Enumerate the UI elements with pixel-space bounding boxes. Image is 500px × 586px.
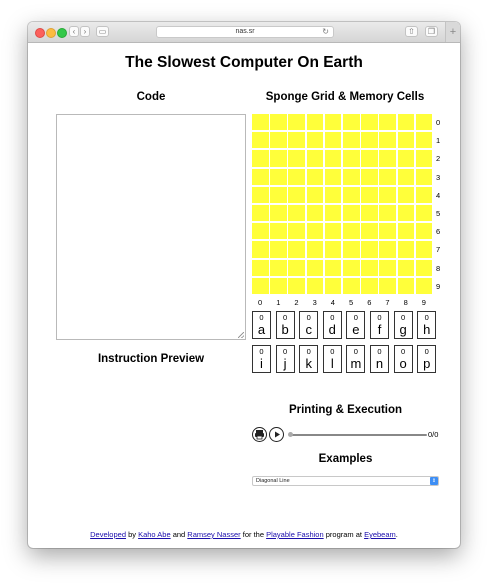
sponge-cell [379,187,396,203]
sponge-cell [379,260,396,276]
sponge-cell [398,114,415,130]
grid-row-label: 0 [436,118,441,127]
memory-cell [417,311,436,339]
memory-cell-letter: l [330,356,334,371]
address-text: nas.sr [235,28,255,35]
sponge-cell [379,114,396,130]
footer-for-the: for the [240,530,267,539]
developed-link[interactable]: Developed [90,530,126,539]
sponge-cell [416,150,433,166]
printer-icon [253,428,266,441]
sponge-cell [343,169,360,185]
sponge-cell [361,241,378,257]
sponge-cell [270,223,287,239]
memory-cell-letter: g [399,322,407,337]
memory-cell-letter: c [305,322,312,337]
sponge-cell [343,241,360,257]
memory-cell [394,311,413,339]
sponge-cell [270,150,287,166]
printing-heading: Printing & Execution [288,404,403,416]
sponge-cell [416,187,433,203]
sponge-cell [325,223,342,239]
grid-col-label: 5 [349,298,354,307]
sponge-cell [307,205,324,221]
sponge-cell [252,169,269,185]
memory-cell-letter: n [375,356,384,371]
sponge-cell [379,132,396,148]
sponge-cell [398,132,415,148]
select-arrows-icon: ⇕ [431,478,437,484]
footer-by: by [125,530,139,539]
sponge-cell [379,223,396,239]
sponge-cell [288,132,305,148]
grid-row-label: 2 [436,154,441,164]
sponge-cell [307,278,324,294]
sponge-cell [288,169,305,185]
sponge-cell [288,187,305,203]
tabs-icon[interactable]: ❐ [425,26,438,37]
resize-grip-icon[interactable] [238,332,244,338]
grid-col-label: 1 [276,298,281,307]
grid-heading: Sponge Grid & Memory Cells [265,91,425,103]
sponge-cell [416,241,433,257]
sponge-cell [325,187,342,203]
memory-cell [370,311,389,339]
memory-cell [323,311,342,339]
memory-cell-letter: i [260,356,263,371]
grid-row-label: 8 [436,263,441,273]
grid-col-label: 6 [367,298,372,307]
sponge-cell [270,278,287,294]
examples-heading: Examples [318,453,373,465]
author2-link[interactable]: Ramsey Nasser [187,530,241,539]
author1-link[interactable]: Kaho Abe [138,530,171,539]
zoom-window-button[interactable] [57,28,67,38]
grid-row-label: 7 [436,245,441,255]
sponge-cell [270,132,287,148]
share-icon[interactable]: ⇧ [405,26,418,37]
sponge-cell [343,187,360,203]
sponge-cell [252,278,269,294]
memory-cell [323,345,342,373]
sponge-cell [252,150,269,166]
grid-col-label: 4 [330,298,335,307]
memory-cell-value: 0 [283,347,288,356]
memory-cell [252,345,271,373]
sponge-cell [379,241,396,257]
sponge-cell [252,114,269,130]
sponge-cell [288,114,305,130]
code-heading: Code [136,91,166,103]
memory-cell [346,311,365,339]
sponge-cell [270,169,287,185]
examples-select[interactable] [252,476,439,486]
memory-cell-value: 0 [424,347,429,356]
sponge-cell [379,169,396,185]
footer-end: . [395,530,398,539]
sponge-cell [252,241,269,257]
memory-cell-value: 0 [259,347,264,356]
sponge-cell [252,187,269,203]
grid-col-label: 2 [294,298,299,307]
sponge-cell [398,150,415,166]
sponge-cell [379,150,396,166]
sponge-cell [416,169,433,185]
new-tab-button[interactable]: + [445,22,460,42]
memory-cell-letter: k [305,356,312,371]
memory-cell-letter: m [350,356,362,371]
sponge-cell [325,241,342,257]
sponge-cell [379,278,396,294]
execution-progress-track[interactable] [291,434,427,436]
memory-cell [394,345,413,373]
memory-cell-value: 0 [330,313,335,322]
footer-and: and [170,530,188,539]
sponge-cell [270,114,287,130]
memory-cell [346,345,365,373]
sponge-cell [361,187,378,203]
close-window-button[interactable] [35,28,45,38]
sponge-cell [343,114,360,130]
sponge-cell [361,114,378,130]
sponge-cell [379,205,396,221]
memory-cell-letter: e [352,322,360,337]
memory-cell-value: 0 [259,313,264,322]
memory-cell [276,345,295,373]
sponge-cell [361,150,378,166]
sponge-cell [325,278,342,294]
memory-cell-value: 0 [424,313,429,322]
sponge-cell [398,260,415,276]
sidebar-icon[interactable]: ▭ [96,26,109,37]
grid-row-label: 4 [436,190,441,200]
minimize-window-button[interactable] [46,28,56,38]
sponge-cell [252,260,269,276]
memory-cell-value: 0 [401,347,406,356]
sponge-cell [288,205,305,221]
memory-cell [370,345,389,373]
sponge-cell [361,223,378,239]
grid-row-label: 3 [436,172,441,182]
execution-progress-knob[interactable] [288,432,293,437]
execution-progress-text: 0/0 [428,430,439,439]
play-button[interactable] [269,427,284,442]
program-link[interactable]: Playable Fashion [266,530,324,539]
sponge-cell [343,205,360,221]
sponge-cell [325,260,342,276]
address-bar[interactable] [156,26,334,38]
memory-cell-value: 0 [377,347,382,356]
sponge-cell [416,223,433,239]
sponge-cell [343,260,360,276]
memory-cell-letter: d [328,322,336,337]
sponge-cell [343,150,360,166]
sponge-cell [416,132,433,148]
sponge-cell [398,187,415,203]
sponge-cell [361,278,378,294]
memory-cell-value: 0 [353,313,358,322]
memory-cell [417,345,436,373]
examples-selected-value: Diagonal Line [256,478,290,484]
memory-cell-value: 0 [283,313,288,322]
forward-button[interactable]: › [80,26,90,37]
sponge-cell [325,132,342,148]
footer-program-at: program at [323,530,365,539]
grid-col-label: 8 [403,298,408,307]
grid-row-label: 5 [436,209,441,218]
sponge-cell [288,260,305,276]
sponge-cell [325,114,342,130]
sponge-cell [398,223,415,239]
print-button[interactable] [252,427,267,442]
org-link[interactable]: Eyebeam [364,530,396,539]
code-editor[interactable] [56,114,246,340]
grid-col-label: 7 [385,298,390,307]
sponge-cell [270,205,287,221]
sponge-cell [307,114,324,130]
sponge-cell [307,260,324,276]
sponge-cell [325,169,342,185]
sponge-cell [361,169,378,185]
sponge-cell [398,278,415,294]
memory-cell [252,311,271,339]
memory-cell-letter: p [423,356,431,371]
browser-toolbar [28,22,460,43]
back-button[interactable]: ‹ [69,26,79,37]
sponge-cell [288,223,305,239]
sponge-cell [361,205,378,221]
reload-icon[interactable]: ↻ [322,27,329,36]
memory-cell-value: 0 [306,347,311,356]
grid-row-label: 6 [436,227,441,237]
sponge-cell [361,260,378,276]
memory-cell-value: 0 [401,313,406,322]
memory-cell-value: 0 [306,313,311,322]
memory-cell-value: 0 [377,313,382,322]
sponge-cell [288,241,305,257]
sponge-cell [252,132,269,148]
sponge-cell [270,187,287,203]
sponge-cell [398,205,415,221]
sponge-cell [270,260,287,276]
memory-cell-value: 0 [353,347,358,356]
sponge-cell [398,169,415,185]
sponge-cell [307,132,324,148]
sponge-cell [343,132,360,148]
sponge-cell [416,278,433,294]
sponge-cell [343,278,360,294]
sponge-cell [270,241,287,257]
memory-cell-letter: b [281,322,289,337]
grid-row-label: 1 [436,136,441,146]
sponge-cell [416,205,433,221]
sponge-cell [416,260,433,276]
footer [28,530,460,539]
grid-col-label: 9 [421,298,426,307]
memory-cell-letter: h [423,322,431,337]
sponge-cell [288,150,305,166]
memory-cell-letter: a [257,322,266,337]
memory-cell [299,311,318,339]
sponge-cell [307,223,324,239]
page-title: The Slowest Computer On Earth [125,54,363,71]
memory-cell-letter: j [283,356,287,371]
sponge-cell [343,223,360,239]
sponge-cell [307,169,324,185]
sponge-cell [307,241,324,257]
memory-cell [276,311,295,339]
grid-col-label: 3 [312,298,317,307]
sponge-cell [325,205,342,221]
grid-col-label: 0 [258,298,263,307]
sponge-cell [252,223,269,239]
sponge-cell [361,132,378,148]
sponge-cell [288,278,305,294]
grid-row-label: 9 [436,281,441,291]
memory-cell-letter: f [377,322,382,337]
memory-cell-value: 0 [330,347,335,356]
sponge-cell [416,114,433,130]
sponge-cell [307,187,324,203]
sponge-cell [307,150,324,166]
memory-cell-letter: o [399,356,407,371]
memory-cell [299,345,318,373]
instruction-preview-heading: Instruction Preview [97,353,205,365]
sponge-cell [398,241,415,257]
sponge-cell [325,150,342,166]
play-icon [270,428,283,441]
sponge-cell [252,205,269,221]
